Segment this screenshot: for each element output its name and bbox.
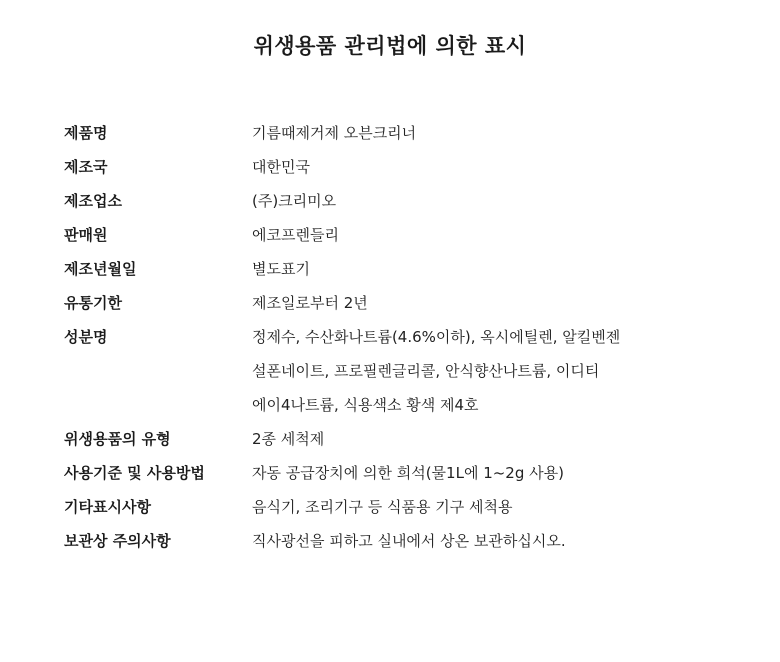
usage-text: 자동 공급장치에 의한 희석(물1L에 1~2g 사용) [252,464,564,482]
info-row-storage [64,524,754,558]
info-row-other-notes [64,490,754,524]
manufacture-date-value [252,252,754,286]
storage-label: 보관상 주의사항 [64,532,171,550]
manufacturer-text: (주)크리미오 [252,192,337,210]
seller-text: 에코프렌들리 [252,226,339,244]
info-row-expiry [64,286,754,320]
product-name-text: 기름때제거제 오븐크리너 [252,124,417,142]
other-notes-value [252,490,754,524]
usage-value [252,456,754,490]
info-row-country [64,150,754,184]
storage-value [252,524,754,558]
info-row-usage [64,456,754,490]
info-row-manufacture-date [64,252,754,286]
ingredients-line-3: 에이4나트륨, 식용색소 황색 제4호 [252,396,479,414]
other-notes-label: 기타표시사항 [64,498,151,516]
manufacturer-label: 제조업소 [64,192,122,210]
country-text: 대한민국 [252,158,310,176]
manufacture-date-label: 제조년월일 [64,260,137,278]
info-row-manufacturer [64,184,754,218]
product-type-text: 2종 세척제 [252,430,325,448]
expiry-text: 제조일로부터 2년 [252,294,368,312]
info-row-ingredients [64,320,754,422]
ingredients-value [252,320,754,422]
expiry-value [252,286,754,320]
manufacture-date-text: 별도표기 [252,260,310,278]
ingredients-line-2: 설폰네이트, 프로필렌글리콜, 안식향산나트륨, 이디티 [252,362,600,380]
country-value [252,150,754,184]
country-label: 제조국 [64,158,108,176]
product-type-value [252,422,754,456]
product-name-value [252,116,754,150]
seller-label: 판매원 [64,226,108,244]
ingredients-label: 성분명 [64,328,108,346]
ingredients-line-1: 정제수, 수산화나트륨(4.6%이하), 옥시에틸렌, 알킬벤젠 [252,328,621,346]
expiry-label: 유통기한 [64,294,122,312]
usage-label: 사용기준 및 사용방법 [64,464,205,482]
seller-value [252,218,754,252]
other-notes-text: 음식기, 조리기구 등 식품용 기구 세척용 [252,498,513,516]
info-row-product-type [64,422,754,456]
info-row-seller [64,218,754,252]
info-row-product-name [64,116,754,150]
label-info-table [64,116,754,558]
product-name-label: 제품명 [64,124,108,142]
product-type-label: 위생용품의 유형 [64,430,171,448]
page-title: 위생용품 관리법에 의한 표시 [253,34,527,58]
manufacturer-value [252,184,754,218]
storage-text: 직사광선을 피하고 실내에서 상온 보관하십시오. [252,532,566,550]
